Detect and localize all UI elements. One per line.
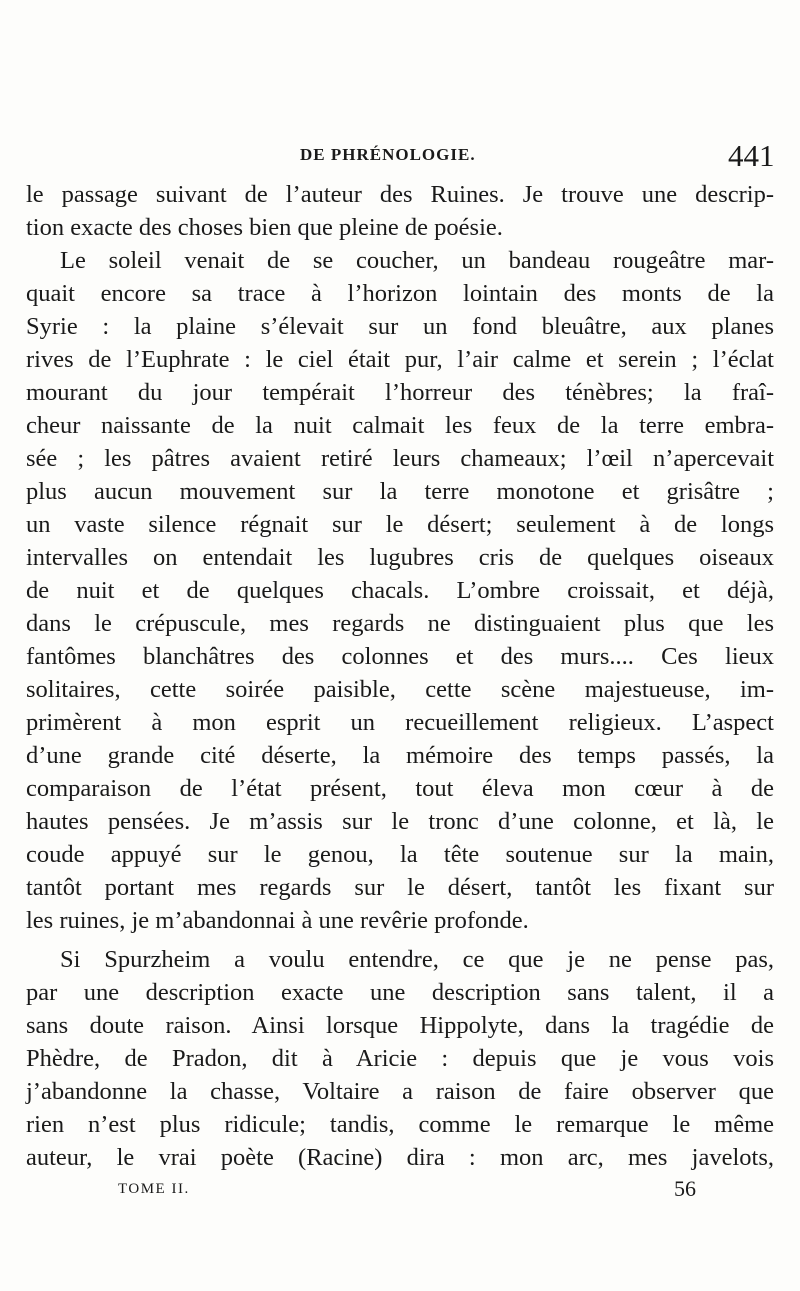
text-line: Le soleil venait de se coucher, un bandeau rougeâtre mar- (60, 247, 774, 274)
text-line: le passage suivant de l’auteur des Ruines. Je trouve une descrip- (26, 181, 774, 208)
text-line: comparaison de l’état présent, tout éleva mon cœur à de (26, 775, 774, 802)
text-line: Syrie : la plaine s’élevait sur un fond bleuâtre, aux planes (26, 313, 774, 340)
text-line: coude appuyé sur le genou, la tête soutenue sur la main, (26, 841, 774, 868)
text-line: de nuit et de quelques chacals. L’ombre croissait, et déjà, (26, 577, 774, 604)
text-line: d’une grande cité déserte, la mémoire des temps passés, la (26, 742, 774, 769)
text-line: sée ; les pâtres avaient retiré leurs chameaux; l’œil n’apercevait (26, 445, 774, 472)
text-line: dans le crépuscule, mes regards ne distinguaient plus que les (26, 610, 774, 637)
text-line: rives de l’Euphrate : le ciel était pur, l’air calme et serein ; l’éclat (26, 346, 774, 373)
signature-mark: TOME II. (118, 1181, 190, 1197)
text-line: solitaires, cette soirée paisible, cette scène majestueuse, im- (26, 676, 774, 703)
text-line: primèrent à mon esprit un recueillement religieux. L’aspect (26, 709, 774, 736)
text-line: auteur, le vrai poète (Racine) dira : mon arc, mes javelots, (26, 1144, 774, 1171)
text-line: rien n’est plus ridicule; tandis, comme le remarque le même (26, 1111, 774, 1138)
text-line: un vaste silence régnait sur le désert; seulement à de longs (26, 511, 774, 538)
text-line: sans doute raison. Ainsi lorsque Hippolyte, dans la tragédie de (26, 1012, 774, 1039)
body-text (26, 178, 774, 1174)
text-line: par une description exacte une description sans talent, il a (26, 979, 774, 1006)
text-line: plus aucun mouvement sur la terre monotone et grisâtre ; (26, 478, 774, 505)
text-line: tion exacte des choses bien que pleine de poésie. (26, 214, 503, 241)
text-line: cheur naissante de la nuit calmait les feux de la terre embra- (26, 412, 774, 439)
signature-number: 56 (674, 1176, 696, 1201)
text-line: fantômes blanchâtres des colonnes et des murs.... Ces lieux (26, 643, 774, 670)
text-line: les ruines, je m’abandonnai à une revêrie profonde. (26, 907, 529, 934)
text-line: Si Spurzheim a voulu entendre, ce que je ne pense pas, (60, 946, 774, 973)
text-line: tantôt portant mes regards sur le désert, tantôt les fixant sur (26, 874, 774, 901)
running-title: DE PHRÉNOLOGIE. (300, 145, 476, 164)
text-line: hautes pensées. Je m’assis sur le tronc d’une colonne, et là, le (26, 808, 774, 835)
text-line: mourant du jour tempérait l’horreur des ténèbres; la fraî- (26, 379, 774, 406)
text-line: j’abandonne la chasse, Voltaire a raison de faire observer que (26, 1078, 774, 1105)
text-line: quait encore sa trace à l’horizon lointain des monts de la (26, 280, 774, 307)
text-line: Phèdre, de Pradon, dit à Aricie : depuis que je vous vois (26, 1045, 774, 1072)
page-number: 441 (728, 138, 775, 173)
text-line: intervalles on entendait les lugubres cris de quelques oiseaux (26, 544, 774, 571)
